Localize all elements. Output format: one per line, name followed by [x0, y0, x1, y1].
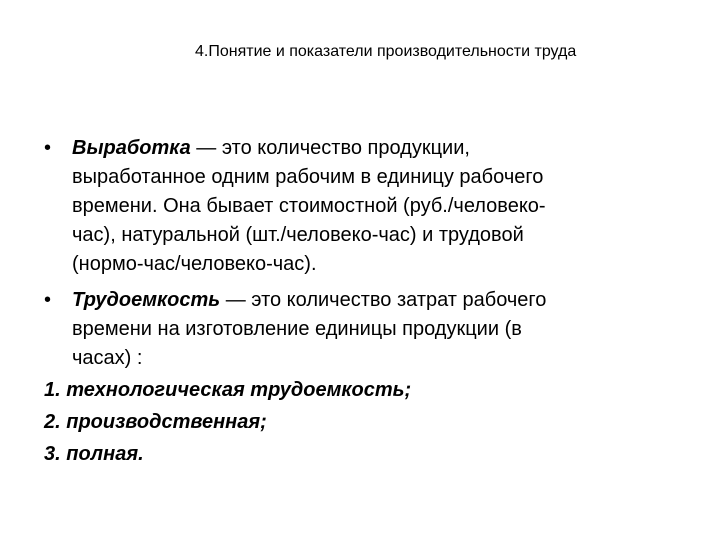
definition-text: — это количество продукции, — [190, 137, 470, 159]
definition-line — [72, 288, 546, 312]
definition-line: (нормо-час/человеко-час). — [72, 253, 317, 275]
definition-line: час), натуральной (шт./человеко-час) и трудовой — [72, 224, 524, 246]
numbered-item: 3. полная. — [44, 443, 144, 465]
definition-text: — это количество затрат рабочего — [220, 289, 547, 311]
definition-line: выработанное одним рабочим в единицу рабочего — [72, 166, 544, 188]
numbered-item: 2. производственная; — [44, 411, 267, 433]
bullet-marker: • — [44, 289, 52, 311]
slide-title: 4.Понятие и показатели производительности труда — [195, 43, 577, 60]
term-trudoemkost: Трудоемкость — [72, 289, 221, 311]
term-vyrabotka: Выработка — [72, 137, 191, 159]
bullet-marker: • — [44, 137, 52, 159]
definition-line: времени на изготовление единицы продукции (в — [72, 318, 522, 340]
numbered-item: 1. технологическая трудоемкость; — [44, 379, 412, 401]
definition-line — [72, 136, 470, 160]
definition-line: времени. Она бывает стоимостной (руб./человеко- — [72, 195, 546, 217]
definition-line: часах) : — [72, 347, 143, 369]
